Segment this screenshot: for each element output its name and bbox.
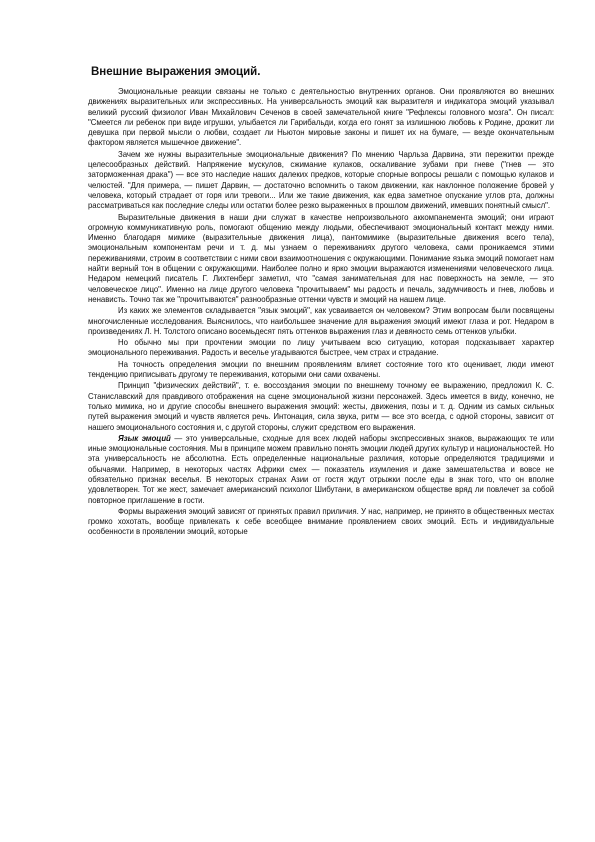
paragraph-5: Но обычно мы при прочтении эмоции по лицу учитываем всю ситуацию, которая подсказывает характер эмоционального переживания. Радость и веселье угадываются быстрее, чем страх и страдание.	[88, 338, 554, 358]
document-page	[88, 66, 554, 539]
paragraph-3: Выразительные движения в наши дни служат в качестве непроизвольного аккомпанемента эмоций; они играют огромную коммуникативную роль, помогают общению между людьми, обеспечивают эмоциональный контакт между ними. Именно благодаря мимике (выразительные движения лица), пантомимике (выразительные движения всего тела), эмоциональным компонентам речи и т. д. мы узнаем о переживаниях другого человека, сами проникаемся этими переживаниями, строим в соответствии с ними свои взаимоотношения с окружающими. Понимание языка эмоций помогает нам найти верный тон в общении с окружающими. Наиболее полно и ярко эмоции выражаются изменениями человеческого лица. Недаром немецкий писатель Г. Лихтенберг заметил, что "самая занимательная для нас поверхность на земле, — это человеческое лицо". Именно на лице другого человека "прочитываем" мы радость и печаль, задумчивость и гнев, любовь и ненависть. Точно так же "прочитываются" разнообразные оттенки чувств и эмоций на нашем лице.	[88, 212, 554, 304]
paragraph-1: Эмоциональные реакции связаны не только с деятельностью внутренних органов. Они проявляются во внешних движениях выразительных или экспрессивных. На универсальность эмоций как выразителя и индикатора эмоций указывал великий русский физиолог Иван Михайлович Сеченов в своей замечательной книге "Рефлексы головного мозга". Он писал: "Смеется ли ребенок при виде игрушки, улыбается ли Гарибальди, когда его гонят за излишнюю любовь к Родине, дрожит ли девушка при первой мысли о любви, создает ли Ньютон мировые законы и пишет их на бумаге, — везде окончательным фактором является мышечное движение".	[88, 87, 554, 148]
paragraph-2: Зачем же нужны выразительные эмоциональные движения? По мнению Чарльза Дарвина, эти пережитки прежде целесообразных действий. Напряжение мускулов, сжимание кулаков, оскаливание зубами при гневе ("гнев — это заторможенная драка") — все это наследие наших далеких предков, которые спорные вопросы решали с помощью кулаков и челюстей. "Для примера, — пишет Дарвин, — достаточно вспомнить о таком движении, как наклонное положение бровей у человека, который страдает от горя или тревоги... Или же такие движения, как едва заметное опускание углов рта, должны рассматриваться как последние следы или остатки более резко выраженных в прошлом движений, имевших понятный смысл".	[88, 149, 554, 211]
paragraph-9: Формы выражения эмоций зависят от принятых правил приличия. У нас, например, не принято в общественных местах громко хохотать, вообще привлекать к себе всеобщее внимание проявлением своих эмоций. Есть и индивидуальные особенности в проявлении эмоций, которые	[88, 506, 554, 537]
emphasized-term: Язык эмоций	[118, 433, 171, 443]
paragraph-7: Принцип "физических действий", т. е. воссоздания эмоции по внешнему точному ее выражению, предложил К. С. Станиславский для правдивого отображения на сцене эмоциональной жизни персонажей. Здесь имеется в виду, конечно, не только мимика, но и другие способы внешнего выражения эмоций: жесты, движения, позы и т. д. Одним из самых сильных путей выражения эмоций и чувств является речь. Интонация, сила звука, ритм — все это всегда, с одной стороны, зависит от нашего эмоционального состояния и, с другой стороны, служит средством его выражения.	[88, 381, 554, 432]
document-title: Внешние выражения эмоций.	[91, 66, 261, 78]
paragraph-6: На точность определения эмоции по внешним проявлениям влияет состояние того кто оценивает, люди имеют тенденцию приписывать другому те переживания, которыми они сами охвачены.	[88, 359, 554, 380]
paragraph-8	[88, 434, 554, 506]
paragraph-4: Из каких же элементов складывается "язык эмоций", как усваивается он человеком? Этим вопросам были посвящены многочисленные исследования. Выяснилось, что наибольшее значение для выражения эмоций имеют глаза и рот. Недаром в произведениях Л. Н. Толстого описано восемьдесят пять оттенков выражения глаз и девяносто семь оттенков улыбки.	[88, 306, 554, 336]
paragraph-8-text: — это универсальные, сходные для всех людей наборы экспрессивных знаков, выражающих те или иные эмоциональные состояния. Мы в принципе можем правильно понять эмоции людей других культур и национальностей. Но эта универсальность не абсолютна. Есть определенные национальные различия, которые определяются традициями и обычаями. Например, в некоторых частях Африки смех — показатель изумления и даже замешательства и вовсе не обязательно признак веселья. В некоторых странах Азии от гостя ждут отрыжки после еды в знак того, что он вполне удовлетворен. Тот же жест, замечает американский психолог Шибутани, в американском обществе вряд ли повлечет за собой повторное приглашение в гости.	[88, 433, 554, 505]
